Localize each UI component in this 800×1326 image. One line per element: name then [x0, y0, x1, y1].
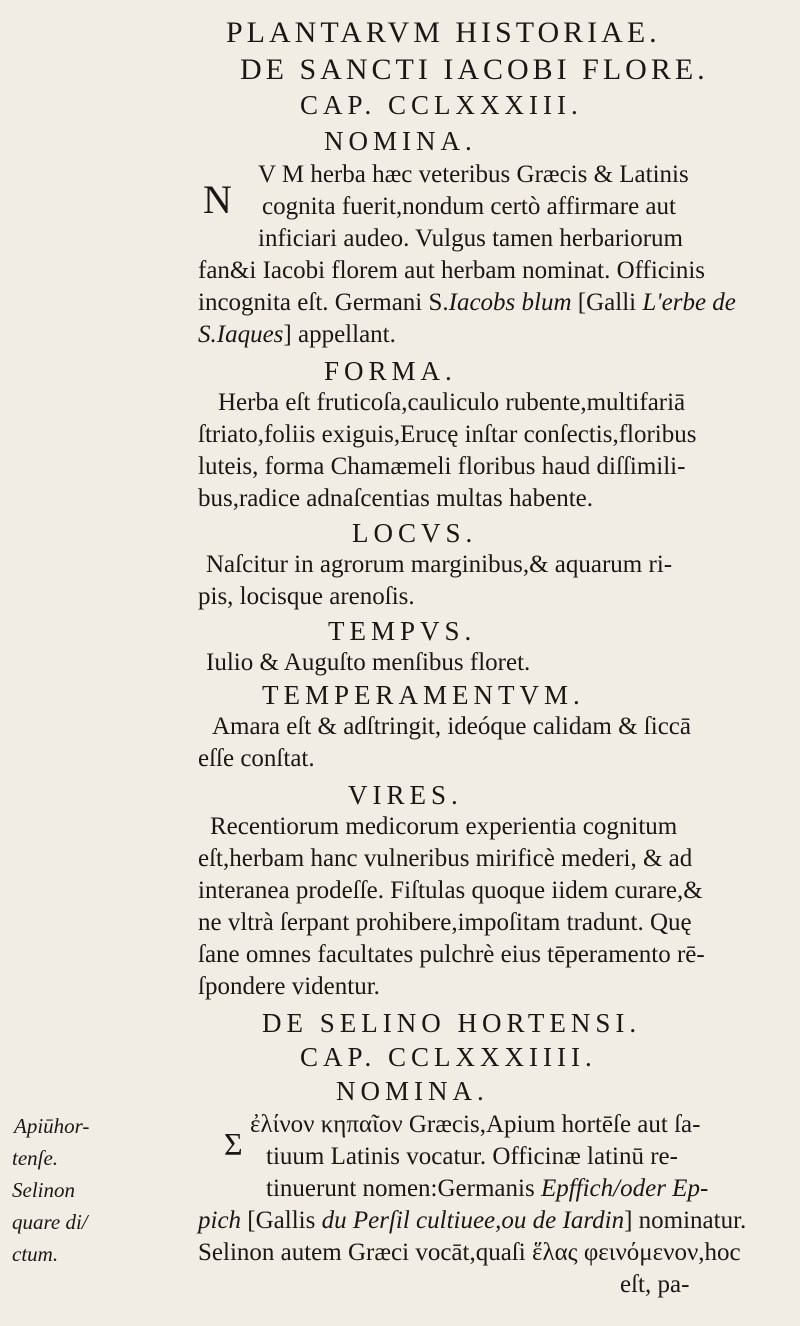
text-segment: tinuerunt nomen:Germanis — [266, 1175, 541, 1202]
text-line: luteis, forma Chamæmeli floribus haud diſſimili- — [198, 453, 686, 480]
german-name: Epffich/oder Ep- — [540, 1175, 709, 1202]
french-name: L'erbe de — [642, 289, 736, 316]
drop-capital: Σ — [224, 1126, 243, 1162]
text-line: ἐλίνον κηπαῖον Græcis,Apium hortēſe aut ſa- — [250, 1111, 701, 1138]
french-name: S.Iaques — [198, 321, 284, 348]
text-line: interanea prodeſſe. Fiſtulas quoque iidem curare,& — [198, 877, 703, 904]
german-name: pich — [198, 1207, 242, 1234]
text-line: fan&i Iacobi florem aut herbam nominat. Officinis — [198, 257, 706, 284]
chapter-title: DE SELINO HORTENSI. — [262, 1008, 642, 1038]
text-line: V M herba hæc veteribus Græcis & Latinis — [258, 161, 689, 188]
margin-note: Apiūhor- — [14, 1114, 90, 1138]
text-segment: [Galli — [571, 289, 643, 316]
text-line: Herba eſt fruticoſa,cauliculo rubente,multifariā — [218, 389, 686, 416]
text-line: tiuum Latinis vocatur. Officinæ latinū re- — [266, 1143, 678, 1170]
text-line: Recentiorum medicorum experientia cognitum — [210, 813, 678, 840]
section-heading-nomina: NOMINA. — [336, 1076, 489, 1106]
chapter-number: CAP. CCLXXXIII. — [300, 90, 583, 120]
german-name: Iacobs blum — [448, 289, 572, 316]
text-line: ſane omnes facultates pulchrè eius tēperamento rē- — [198, 941, 705, 968]
section-heading-nomina: NOMINA. — [324, 126, 477, 156]
margin-note: ctum. — [12, 1242, 59, 1266]
text-line: eſt, pa- — [620, 1271, 690, 1298]
section-heading-temperamentum: TEMPERAMENTVM. — [262, 680, 585, 710]
text-segment: ] appellant. — [283, 321, 396, 348]
chapter-title: DE SANCTI IACOBI FLORE. — [240, 53, 709, 86]
margin-note: Selinon — [12, 1178, 75, 1202]
section-heading-tempus: TEMPVS. — [328, 616, 477, 646]
text-line: ſpondere videntur. — [198, 973, 380, 1000]
text-line: pis, locisque arenoſis. — [198, 583, 415, 610]
text-line — [198, 322, 396, 347]
text-segment: ] nominatur. — [624, 1207, 747, 1234]
text-line: eſſe conſtat. — [198, 745, 315, 772]
text-line: cognita fuerit,nondum certò affirmare aut — [262, 193, 676, 220]
text-line: bus,radice adnaſcentias multas habente. — [198, 485, 593, 512]
section-heading-forma: FORMA. — [324, 356, 457, 386]
text-segment: incognita eſt. Germani S. — [198, 289, 449, 316]
french-name: du Perſil cultiuee,ou de Iardin — [321, 1207, 625, 1234]
text-line: ſtriato,foliis exiguis,Erucę inſtar conſectis,floribus — [198, 421, 697, 448]
text-line: eſt,herbam hanc vulneribus mirificè mederi, & ad — [198, 845, 693, 872]
text-line — [198, 1208, 746, 1233]
text-line: Naſcitur in agrorum marginibus,& aquarum ri- — [206, 551, 673, 578]
text-line — [198, 290, 736, 315]
margin-note: tenſe. — [12, 1146, 59, 1170]
text-line: Amara eſt & adſtringit, ideóque calidam & ſiccā — [212, 713, 691, 740]
text-line: ne vltrà ſerpant prohibere,impoſitam tradunt. Quę — [198, 909, 692, 936]
text-segment: [Gallis — [241, 1207, 322, 1234]
text-line: Selinon autem Græci vocāt,quaſi ἕλας φεινόμενον,hoc — [198, 1239, 741, 1266]
section-heading-vires: VIRES. — [348, 780, 463, 810]
margin-note: quare di/ — [12, 1210, 88, 1234]
text-line: Iulio & Auguſto menſibus floret. — [206, 649, 531, 676]
drop-capital: N — [203, 177, 232, 222]
chapter-number: CAP. CCLXXXIIII. — [300, 1042, 597, 1072]
section-heading-locus: LOCVS. — [352, 518, 478, 548]
text-line — [266, 1176, 708, 1201]
text-line: inficiari audeo. Vulgus tamen herbariorum — [258, 225, 683, 252]
running-header: PLANTARVM HISTORIAE. — [226, 16, 661, 49]
